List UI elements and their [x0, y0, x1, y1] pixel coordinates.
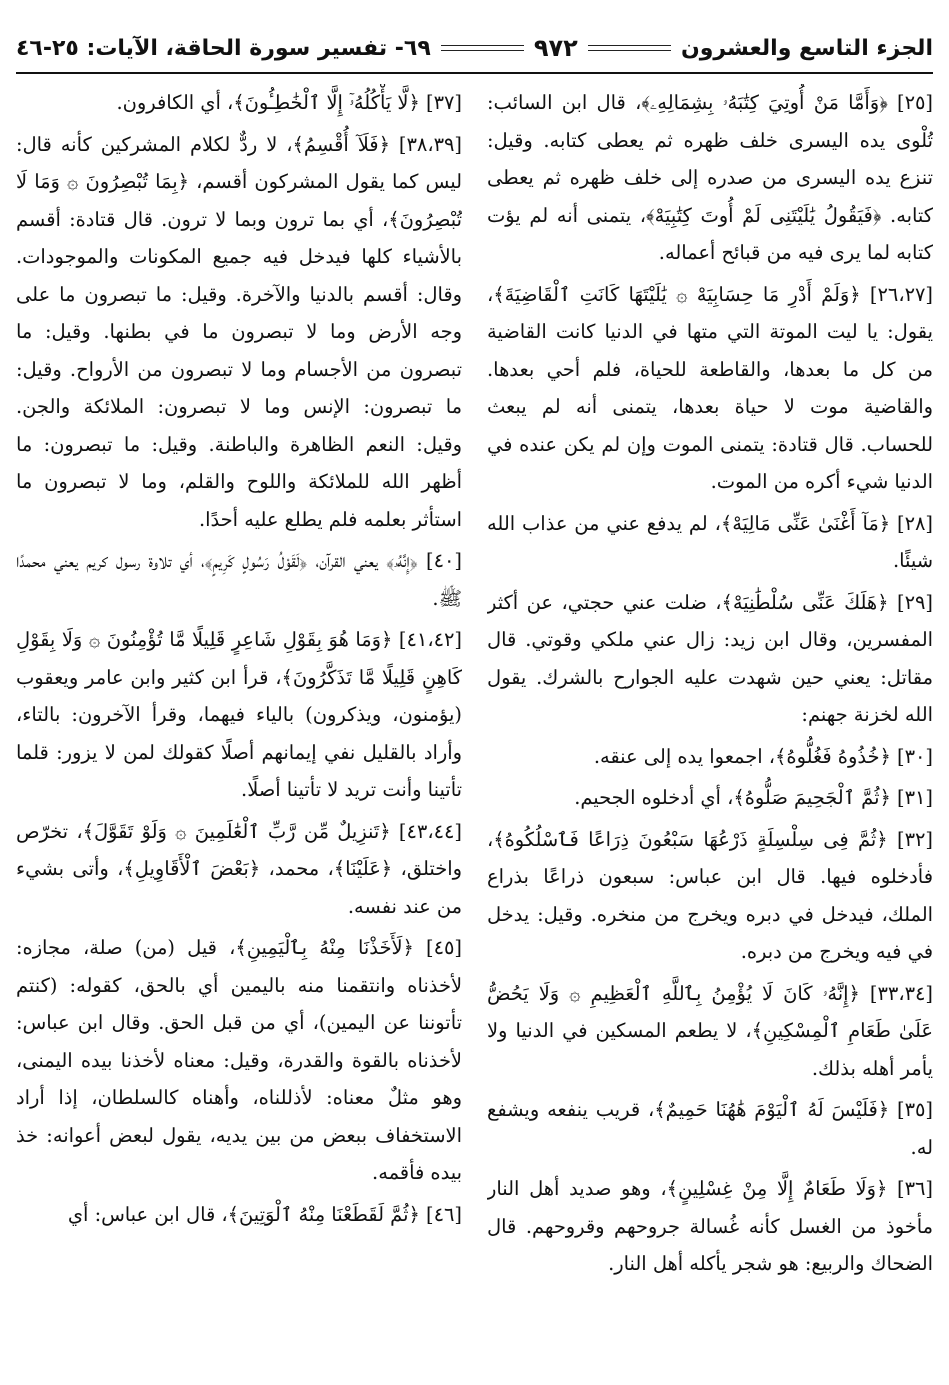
page-number: ٩٧٢	[533, 34, 578, 62]
verse-commentary: [٤١،٤٢] ﴿وَمَا هُوَ بِقَوْلِ شَاعِرٍ قَلِيلًا مَّا تُؤْمِنُونَ ۞ وَلَا بِقَوْلِ كَاهِنٍ قَلِيلًا مَّا تَذَكَّرُونَ﴾، قرأ ابن كثير وابن عامر ويعقوب (يؤمنون، ويذكرون) بالياء فيهما، وقرأ الآخرون: بالتاء، وأراد بالقليل نفي إيمانهم أصلًا كقولك لمن لا يزور: قلما تأتينا وأنت تريد لا تأتينا أصلًا.	[16, 628, 462, 801]
surah-title: ٦٩- تفسير سورة الحاقة، الآيات: ٢٥-٤٦	[16, 35, 431, 61]
running-header	[16, 26, 933, 70]
verse-commentary: [٤٠] ﴿إِنَّهُۥ﴾ يعني القرآن، ﴿لَقَوْلُ رَسُولٍ كَرِيمٍ﴾، أي تلاوة رسول كريم يعني محمدًا ﷺ.	[16, 549, 462, 610]
verse-commentary: [٤٦] ﴿ثُمَّ لَقَطَعْنَا مِنْهُ ٱلْوَتِينَ﴾، قال ابن عباس: أي	[67, 1202, 462, 1226]
header-rule	[16, 72, 933, 74]
header-divider-right	[588, 45, 671, 51]
part-title: الجزء التاسع والعشرون	[680, 35, 933, 61]
verse-commentary: [٤٥] ﴿لَأَخَذْنَا مِنْهُ بِٱلْيَمِينِ﴾، قيل (من) صلة، مجازه: لأخذناه وانتقمنا منه باليمين أي بالحق، كقوله: (كنتم تأتوننا عن اليمين)، أي من قبل الحق. وقال ابن عباس: لأخذناه بالقوة والقدرة، وقيل: معناه لأخذنا بيده اليمنى، وهو مثلٌ معناه: لأذللناه، وأهناه كالسلطان، إذا أراد الاستخفاف ببعض من بين يديه، يقول لبعض أعوانه: خذ بيده فأقمه.	[16, 936, 462, 1184]
verse-commentary: [٣١] ﴿ثُمَّ ٱلْجَحِيمَ صَلُّوهُ﴾، أي أدخلوه الجحيم.	[574, 786, 933, 809]
verse-commentary: [٢٥] ﴿وَأَمَّا مَنْ أُوتِيَ كِتَٰبَهُۥ بِشِمَالِهِۦ﴾، قال ابن السائب: تُلْوى يده اليسرى خلف ظهره ثم يعطى كتابه. وقيل: تنزع يده اليسرى من صدره إلى خلف ظهره ثم يعطى كتابه. ﴿فَيَقُولُ يَٰلَيْتَنِى لَمْ أُوتَ كِتَٰبِيَهْ﴾، يتمنى أنه لم يؤت كتابه لما يرى فيه من قبائح أعماله.	[487, 91, 933, 264]
verse-commentary: [٣٠] ﴿خُذُوهُ فَغُلُّوهُ﴾، اجمعوا يده إلى عنقه.	[593, 744, 933, 768]
header-divider-left	[441, 45, 524, 51]
right-column	[487, 84, 933, 1374]
verse-commentary: [٣٧] ﴿لَّا يَأْكُلُهُۥٓ إِلَّا ٱلْخَٰطِـُٔونَ﴾، أي الكافرون.	[116, 91, 462, 114]
verse-commentary: [٣٥] ﴿فَلَيْسَ لَهُ ٱلْيَوْمَ هَٰهُنَا حَمِيمٌ﴾، قريب ينفعه ويشفع له.	[487, 1098, 933, 1159]
verse-commentary: [٢٦،٢٧] ﴿وَلَمْ أَدْرِ مَا حِسَابِيَهْ ۞ يَٰلَيْتَهَا كَانَتِ ٱلْقَاضِيَةَ﴾، يقول: يا ليت الموتة التي متها في الدنيا كانت القاضية من كل ما بعدها، والقاطعة للحياة، فلم أحي بعدها. والقاضية موت لا حياة بعدها، يتمنى أنه لم يبعث للحساب. قال قتادة: يتمنى الموت وإن لم يكن عنده في الدنيا شيء أكره من الموت.	[487, 282, 933, 493]
verse-commentary: [٣٦] ﴿وَلَا طَعَامٌ إِلَّا مِنْ غِسْلِينٍ﴾، وهو صديد أهل النار مأخوذ من الغسل كأنه غُسالة جروحهم وقروحهم. قال الضحاك والربيع: هو شجر يأكله أهل النار.	[487, 1177, 933, 1275]
left-column	[16, 84, 462, 1374]
verse-commentary: [٢٨] ﴿مَآ أَغْنَىٰ عَنِّى مَالِيَهْ﴾، لم يدفع عني من عذاب الله شيئًا.	[487, 511, 933, 572]
verse-commentary: [٤٣،٤٤] ﴿تَنزِيلٌ مِّن رَّبِّ ٱلْعَٰلَمِينَ ۞ وَلَوْ تَقَوَّلَ﴾، تخرّص واختلق، ﴿عَلَيْنَا﴾، محمد، ﴿بَعْضَ ٱلْأَقَاوِيلِ﴾، وأتى بشيء من عند نفسه.	[16, 819, 462, 918]
verse-commentary: [٢٩] ﴿هَلَكَ عَنِّى سُلْطَٰنِيَهْ﴾، ضلت عني حجتي، عن أكثر المفسرين، وقال ابن زيد: زال عني ملكي وقوتي. قال مقاتل: يعني حين شهدت عليه الجوارح بالشرك. يقول الله لخزنة جهنم:	[487, 590, 933, 726]
verse-commentary: [٣٨،٣٩] ﴿فَلَآ أُقْسِمُ﴾، لا ردٌّ لكلام المشركين كأنه قال: ليس كما يقول المشركون أقسم، ﴿بِمَا تُبْصِرُونَ ۞ وَمَا لَا تُبْصِرُونَ﴾، أي بما ترون وبما لا ترون. قال قتادة: أقسم بالأشياء كلها فيدخل فيه جميع المكونات والموجودات. وقال: أقسم بالدنيا والآخرة. وقيل: ما تبصرون ما على وجه الأرض وما لا تبصرون ما في بطنها. وقيل: ما تبصرون من الأجسام وما لا تبصرون من الأرواح. وقيل: ما تبصرون: الإنس وما لا تبصرون: الملائكة والجن. وقيل: النعم الظاهرة والباطنة. وقيل: ما تبصرون: ما أظهر الله للملائكة واللوح والقلم، وما لا تبصرون ما استأثر بعلمه فلم يطلع عليه أحدًا.	[16, 132, 462, 531]
verse-commentary: [٣٢] ﴿ثُمَّ فِى سِلْسِلَةٍ ذَرْعُهَا سَبْعُونَ ذِرَاعًا فَٱسْلُكُوهُ﴾، فأدخلوه فيها. قال ابن عباس: سبعون ذراعًا بذراع الملك، فيدخل في دبره ويخرج من منخره. وقيل: يدخل في فيه ويخرج من دبره.	[487, 827, 933, 963]
verse-commentary: [٣٣،٣٤] ﴿إِنَّهُۥ كَانَ لَا يُؤْمِنُ بِٱللَّهِ ٱلْعَظِيمِ ۞ وَلَا يَحُضُّ عَلَىٰ طَعَامِ ٱلْمِسْكِينِ﴾، لا يطعم المسكين في الدنيا ولا يأمر أهله بذلك.	[487, 981, 933, 1080]
